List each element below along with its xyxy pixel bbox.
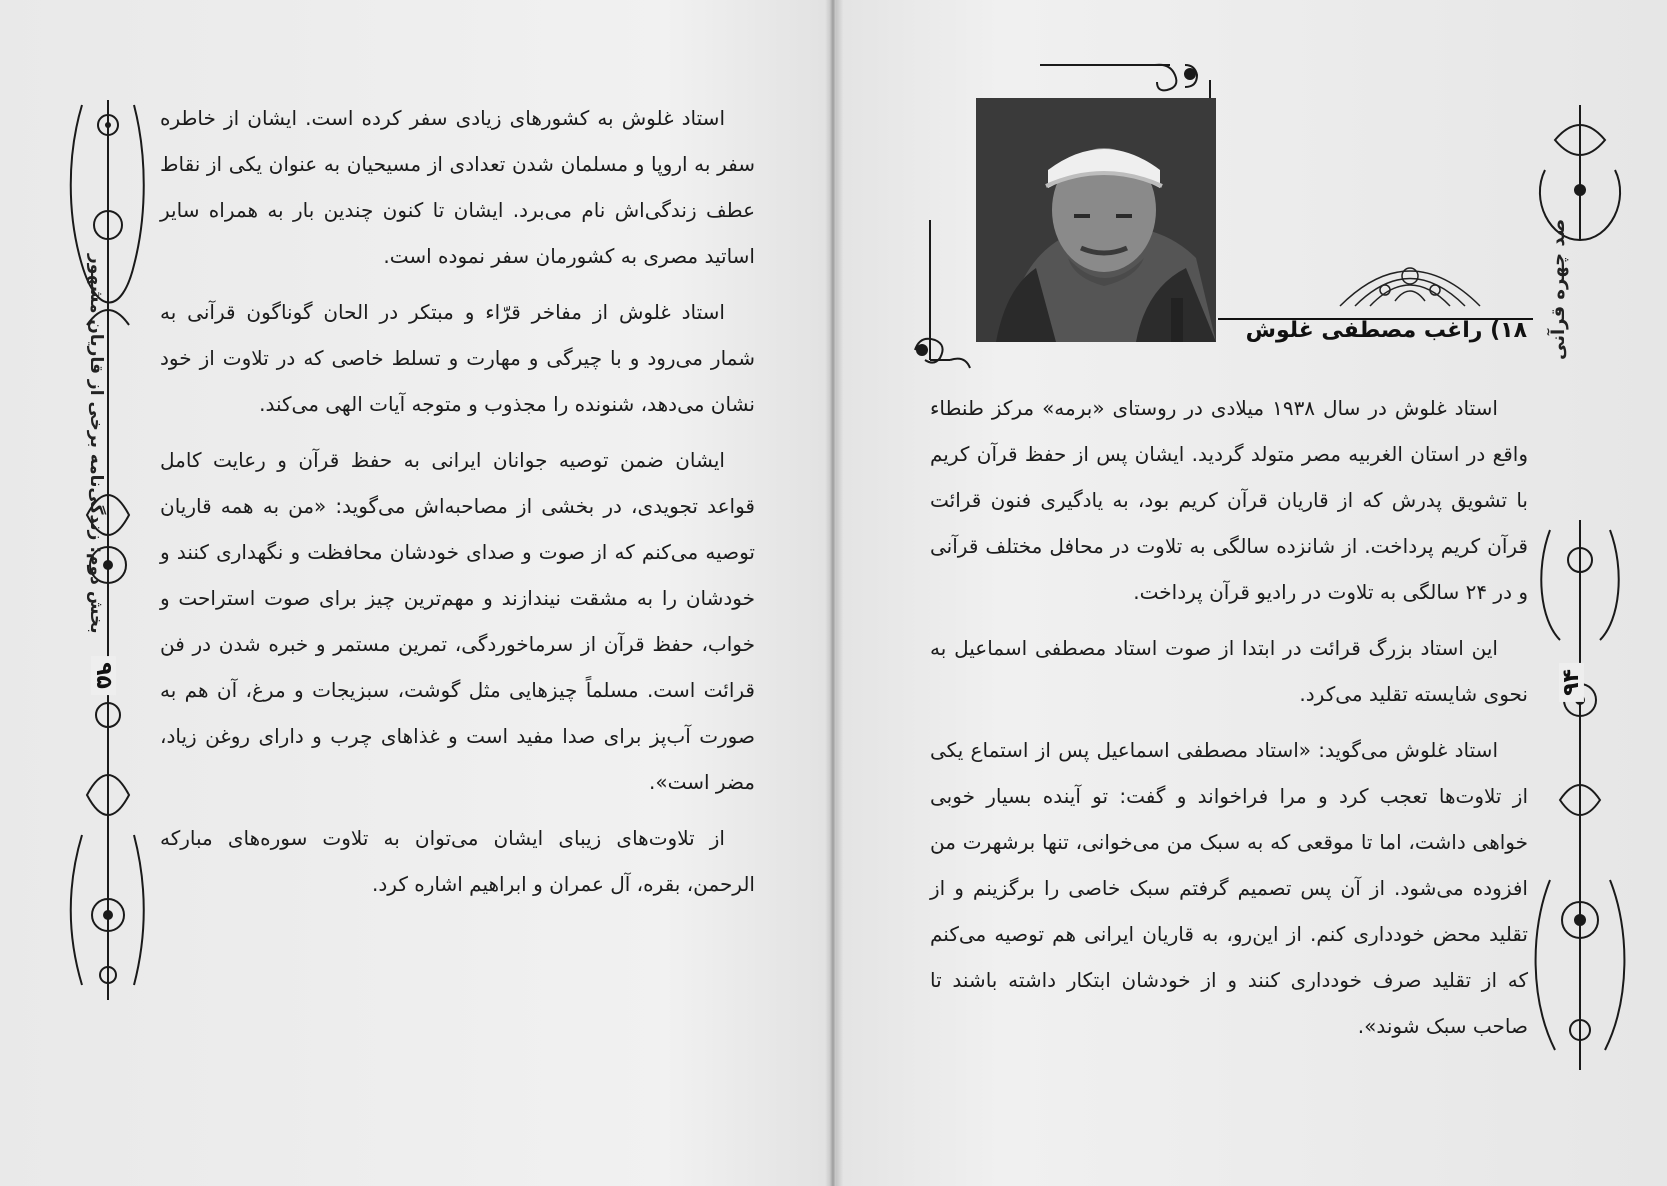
page-number-right: ۹۴ xyxy=(1559,663,1584,702)
paragraph: استاد غلوش از مفاخر قرّاء و مبتکر در الحان گوناگون قرآنی به شمار می‌رود و با چیرگی و مهارت و تسلط خاصی که در تلاوت از خود نشان می‌دهد، شنونده را مجذوب و متوجه آیات الهی می‌کند. xyxy=(160,300,755,416)
right-page-body xyxy=(930,385,1528,1059)
portrait-photo xyxy=(976,98,1216,342)
left-page-body xyxy=(160,95,755,917)
page-title: ۱۸) راغب مصطفی غلوش xyxy=(1245,318,1527,343)
floral-border-icon xyxy=(1530,100,1630,1075)
running-head-left: بخش دوم: زندگی‌نامه برخی از قاریان مشهور xyxy=(86,254,106,634)
paragraph: ایشان ضمن توصیه جوانان ایرانی به حفظ قرآن و رعایت کامل قواعد تجویدی، در بخشی از مصاحبه‌اش می‌گوید: «من به همه قاریان توصیه می‌کنم که از صوت و صدای خودشان محافظت و نگهداری کنند و خودشان را به مشقت نیندازند و مهم‌ترین چیز برای صوت استراحت و خواب، حفظ قرآن از سرماخوردگی، تمرین مستمر و خبره شدن در فن قرائت است. مسلماً چیزهایی مثل گوشت، سبزیجات و مرغ، آن هم به صورت آب‌پز برای صدا مفید است و غذاهای چرب و دارای روغن زیاد، مضر است». xyxy=(160,448,755,794)
paragraph: از تلاوت‌های زیبای ایشان می‌توان به تلاوت سوره‌های مبارکه الرحمن، بقره، آل عمران و ابراهیم اشاره کرد. xyxy=(160,826,755,896)
paragraph: استاد غلوش به کشورهای زیادی سفر کرده است. ایشان از خاطره سفر به اروپا و مسلمان شدن تعدادی از مسیحیان به عنوان یکی از نقاط عطف زندگی‌اش نام می‌برد. ایشان تا کنون چندین بار به همراه سایر اساتید مصری به کشورمان سفر نموده است. xyxy=(160,106,755,268)
running-head-right: صد چهره قرآنی xyxy=(1548,218,1569,360)
paragraph: این استاد بزرگ قرائت در ابتدا از صوت استاد مصطفی اسماعیل به نحوی شایسته تقلید می‌کرد. xyxy=(930,636,1528,706)
page-number-left: ۹۵ xyxy=(91,656,116,695)
portrait-icon xyxy=(976,98,1216,342)
arabesque-ornament-icon xyxy=(1335,246,1485,308)
floral-border-icon xyxy=(62,95,154,1005)
paragraph: استاد غلوش در سال ۱۹۳۸ میلادی در روستای «برمه» مرکز طنطاء واقع در استان الغربیه مصر متولد گردید. ایشان پس از حفظ قرآن کریم با تشویق پدرش که از قاریان قرآن کریم بود، به یادگیری فنون قرائت قرآن کریم پرداخت. از شانزده سالگی به تلاوت در محافل مختلف قرآنی و در ۲۴ سالگی به تلاوت در رادیو قرآن پرداخت. xyxy=(930,396,1528,604)
paragraph: استاد غلوش می‌گوید: «استاد مصطفی اسماعیل پس از استماع یکی از تلاوت‌ها تعجب کرد و مرا فراخواند و گفت: تو آینده بسیار خوبی خواهی داشت، اما تا موقعی که به سبک من می‌خوانی، تنها برشهرت من افزوده می‌شود. از آن پس تصمیم گرفتم سبک خاصی را برگزینم و از تقلید محض خودداری کنم. از این‌رو، به قاریان ایرانی هم توصیه می‌کنم که از تقلید صرف خودداری کنند و از خودشان ابتکار داشته باشند تا صاحب سبک شوند». xyxy=(930,738,1528,1038)
